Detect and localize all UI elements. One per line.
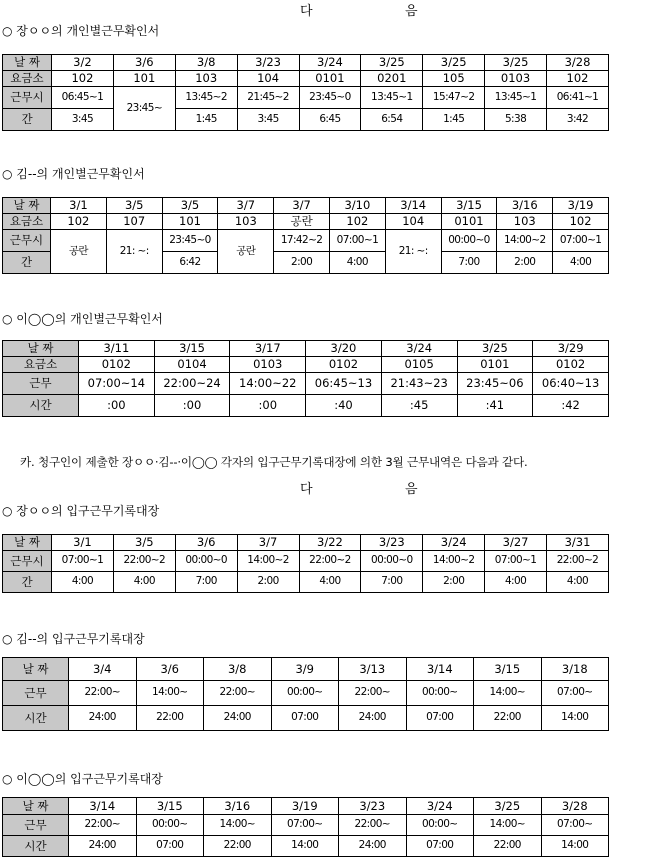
- date-cell: 3/25: [423, 55, 485, 71]
- date-cell: 3/23: [361, 535, 423, 551]
- booth-cell: 102: [547, 71, 609, 87]
- time-end-cell: 24:00: [69, 836, 137, 857]
- time-cell: 21: ~:: [385, 230, 441, 274]
- date-cell: 3/25: [361, 55, 423, 71]
- booth-cell: 103: [175, 71, 237, 87]
- label-time-2: 시간: [3, 836, 69, 857]
- time-end-cell: 24:00: [339, 836, 407, 857]
- date-cell: 3/16: [204, 798, 272, 815]
- time-start-cell: 22:00~24: [154, 373, 230, 395]
- label-date: 날 짜: [3, 341, 79, 357]
- time-end-cell: 7:00: [441, 252, 497, 274]
- time-start-cell: 22:00~2: [299, 551, 361, 572]
- time-start-cell: 22:00~2: [113, 551, 175, 572]
- date-cell: 3/27: [485, 535, 547, 551]
- time-start-cell: 22:00~: [69, 681, 137, 706]
- date-cell: 3/25: [474, 798, 542, 815]
- date-cell: 3/14: [406, 658, 474, 681]
- label-time-2: 간: [3, 572, 52, 593]
- booth-cell: 0201: [361, 71, 423, 87]
- booth-row: [3, 214, 609, 230]
- time-cell: 공란: [218, 230, 274, 274]
- section-title-lee-entry: ○ 이◯◯의 입구근무기록대장: [2, 772, 163, 786]
- booth-cell: 103: [497, 214, 553, 230]
- date-cell: 3/28: [541, 798, 609, 815]
- time-start-cell: 13:45~1: [485, 87, 547, 109]
- time-end-cell: 24:00: [69, 706, 137, 731]
- heading-left: 다: [300, 482, 313, 497]
- booth-cell: 0103: [230, 357, 306, 373]
- time-end-cell: 07:00: [136, 836, 204, 857]
- date-cell: 3/7: [218, 198, 274, 214]
- time-end-cell: 6:42: [162, 252, 218, 274]
- time-start-cell: 07:00~14: [79, 373, 155, 395]
- time-end-cell: 1:45: [175, 109, 237, 131]
- booth-cell: 0101: [441, 214, 497, 230]
- time-start-cell: 14:00~: [474, 815, 542, 836]
- time-row-bottom: [3, 836, 609, 857]
- time-start-cell: 14:00~: [136, 681, 204, 706]
- time-end-cell: 24:00: [204, 706, 272, 731]
- booth-cell: 104: [237, 71, 299, 87]
- time-start-cell: 22:00~: [204, 681, 272, 706]
- time-start-cell: 22:00~: [339, 815, 407, 836]
- time-row-top: [3, 681, 609, 706]
- date-cell: 3/4: [69, 658, 137, 681]
- date-cell: 3/17: [230, 341, 306, 357]
- label-booth: 요금소: [3, 357, 79, 373]
- time-end-cell: 22:00: [474, 706, 542, 731]
- label-time-1: 근무: [3, 681, 69, 706]
- time-end-cell: 4:00: [485, 572, 547, 593]
- time-end-cell: :40: [306, 395, 382, 417]
- label-booth: 요금소: [3, 71, 52, 87]
- date-cell: 3/2: [52, 55, 114, 71]
- label-time-1: 근무시: [3, 551, 52, 572]
- time-row-bottom: [3, 109, 609, 131]
- time-end-cell: :41: [457, 395, 533, 417]
- date-cell: 3/18: [541, 658, 609, 681]
- time-start-cell: 00:00~0: [441, 230, 497, 252]
- time-end-cell: 7:00: [361, 572, 423, 593]
- label-time-2: 간: [3, 252, 51, 274]
- date-cell: 3/15: [136, 798, 204, 815]
- booth-cell: 0101: [457, 357, 533, 373]
- date-cell: 3/28: [547, 55, 609, 71]
- heading-left: 다: [300, 4, 313, 19]
- date-cell: 3/29: [533, 341, 609, 357]
- time-end-cell: 2:00: [274, 252, 330, 274]
- label-date: 날 짜: [3, 198, 51, 214]
- date-row: [3, 198, 609, 214]
- time-end-cell: 22:00: [474, 836, 542, 857]
- time-start-cell: 22:00~2: [547, 551, 609, 572]
- date-cell: 3/10: [329, 198, 385, 214]
- date-cell: 3/8: [175, 55, 237, 71]
- date-cell: 3/24: [423, 535, 485, 551]
- time-start-cell: 06:45~1: [52, 87, 114, 109]
- date-cell: 3/9: [271, 658, 339, 681]
- time-start-cell: 14:00~2: [497, 230, 553, 252]
- time-end-cell: 4:00: [113, 572, 175, 593]
- date-cell: 3/5: [162, 198, 218, 214]
- time-start-cell: 15:47~2: [423, 87, 485, 109]
- date-cell: 3/19: [271, 798, 339, 815]
- time-start-cell: 00:00~: [406, 815, 474, 836]
- time-end-cell: 3:42: [547, 109, 609, 131]
- date-row: [3, 535, 609, 551]
- label-date: 날 짜: [3, 55, 52, 71]
- time-end-cell: 6:54: [361, 109, 423, 131]
- label-time-1: 근무: [3, 373, 79, 395]
- date-cell: 3/13: [339, 658, 407, 681]
- date-cell: 3/23: [339, 798, 407, 815]
- time-end-cell: 4:00: [547, 572, 609, 593]
- time-start-cell: 00:00~: [136, 815, 204, 836]
- time-start-cell: 06:45~13: [306, 373, 382, 395]
- time-end-cell: :00: [230, 395, 306, 417]
- time-end-cell: :00: [79, 395, 155, 417]
- date-cell: 3/7: [237, 535, 299, 551]
- booth-cell: 공란: [274, 214, 330, 230]
- booth-row: [3, 357, 609, 373]
- time-end-cell: 1:45: [423, 109, 485, 131]
- time-end-cell: :45: [381, 395, 457, 417]
- time-end-cell: 7:00: [175, 572, 237, 593]
- section-title-kim-personal: ○ 김--의 개인별근무확인서: [2, 167, 145, 181]
- date-row: [3, 55, 609, 71]
- date-cell: 3/15: [474, 658, 542, 681]
- time-end-cell: 07:00: [406, 706, 474, 731]
- booth-cell: 102: [553, 214, 609, 230]
- date-cell: 3/5: [106, 198, 162, 214]
- table-kim-entry: [2, 657, 609, 731]
- time-start-cell: 07:00~1: [52, 551, 114, 572]
- time-start-cell: 14:00~: [204, 815, 272, 836]
- time-end-cell: 4:00: [299, 572, 361, 593]
- time-start-cell: 22:00~: [339, 681, 407, 706]
- time-end-cell: 3:45: [52, 109, 114, 131]
- date-cell: 3/22: [299, 535, 361, 551]
- date-cell: 3/1: [52, 535, 114, 551]
- time-end-cell: 07:00: [271, 706, 339, 731]
- time-start-cell: 13:45~2: [175, 87, 237, 109]
- time-row-top: [3, 815, 609, 836]
- time-end-cell: 2:00: [423, 572, 485, 593]
- booth-cell: 107: [106, 214, 162, 230]
- booth-cell: 0101: [299, 71, 361, 87]
- booth-cell: 105: [423, 71, 485, 87]
- label-date: 날 짜: [3, 535, 52, 551]
- booth-cell: 0103: [485, 71, 547, 87]
- time-start-cell: 00:00~0: [175, 551, 237, 572]
- booth-row: [3, 71, 609, 87]
- time-start-cell: 07:00~1: [329, 230, 385, 252]
- time-start-cell: 14:00~22: [230, 373, 306, 395]
- time-start-cell: 00:00~: [406, 681, 474, 706]
- heading-right: 음: [405, 482, 418, 497]
- time-row-bottom: [3, 572, 609, 593]
- booth-cell: 102: [52, 71, 114, 87]
- time-end-cell: 4:00: [329, 252, 385, 274]
- table-kim-personal: [2, 197, 609, 274]
- time-end-cell: 4:00: [52, 572, 114, 593]
- time-start-cell: 14:00~2: [423, 551, 485, 572]
- date-cell: 3/31: [547, 535, 609, 551]
- booth-cell: 104: [385, 214, 441, 230]
- time-row-top: [3, 551, 609, 572]
- booth-cell: 0102: [306, 357, 382, 373]
- date-cell: 3/23: [237, 55, 299, 71]
- time-start-cell: 00:00~: [271, 681, 339, 706]
- label-booth: 요금소: [3, 214, 51, 230]
- time-end-cell: 3:45: [237, 109, 299, 131]
- date-row: [3, 798, 609, 815]
- time-end-cell: 22:00: [204, 836, 272, 857]
- time-start-cell: 23:45~0: [299, 87, 361, 109]
- booth-cell: 0105: [381, 357, 457, 373]
- section-title-jang-personal: ○ 장ㅇㅇ의 개인별근무확인서: [2, 24, 160, 38]
- booth-cell: 0102: [79, 357, 155, 373]
- label-time-2: 시간: [3, 395, 79, 417]
- date-cell: 3/11: [79, 341, 155, 357]
- time-start-cell: 07:00~: [541, 815, 609, 836]
- time-start-cell: 07:00~: [541, 681, 609, 706]
- time-start-cell: 06:40~13: [533, 373, 609, 395]
- heading-right: 음: [405, 4, 418, 19]
- booth-cell: 0104: [154, 357, 230, 373]
- time-start-cell: 14:00~2: [237, 551, 299, 572]
- time-cell: 공란: [51, 230, 107, 274]
- date-cell: 3/15: [441, 198, 497, 214]
- booth-cell: 0102: [533, 357, 609, 373]
- date-cell: 3/24: [381, 341, 457, 357]
- table-jang-entry: [2, 534, 609, 593]
- date-cell: 3/24: [299, 55, 361, 71]
- time-start-cell: 21:45~2: [237, 87, 299, 109]
- date-cell: 3/6: [175, 535, 237, 551]
- time-start-cell: 22:00~: [69, 815, 137, 836]
- date-cell: 3/24: [406, 798, 474, 815]
- time-row-bottom: [3, 706, 609, 731]
- booth-cell: 101: [113, 71, 175, 87]
- time-start-cell: 13:45~1: [361, 87, 423, 109]
- date-cell: 3/19: [553, 198, 609, 214]
- time-end-cell: 2:00: [497, 252, 553, 274]
- label-time-2: 시간: [3, 706, 69, 731]
- time-end-cell: 6:45: [299, 109, 361, 131]
- booth-cell: 102: [329, 214, 385, 230]
- section-title-lee-personal: ○ 이◯◯의 개인별근무확인서: [2, 312, 163, 326]
- date-cell: 3/16: [497, 198, 553, 214]
- date-row: [3, 341, 609, 357]
- time-row-top: [3, 230, 609, 252]
- time-start-cell: 21:43~23: [381, 373, 457, 395]
- time-cell: 23:45~: [113, 87, 175, 131]
- time-start-cell: 07:00~1: [553, 230, 609, 252]
- time-cell: 21: ~:: [106, 230, 162, 274]
- time-end-cell: 24:00: [339, 706, 407, 731]
- time-start-cell: 23:45~0: [162, 230, 218, 252]
- label-time-1: 근무시: [3, 230, 51, 252]
- table-lee-personal: [2, 340, 609, 417]
- date-cell: 3/6: [136, 658, 204, 681]
- date-cell: 3/25: [485, 55, 547, 71]
- label-time-1: 근무: [3, 815, 69, 836]
- booth-cell: 102: [51, 214, 107, 230]
- label-date: 날 짜: [3, 798, 69, 815]
- time-row-bottom: [3, 395, 609, 417]
- date-cell: 3/8: [204, 658, 272, 681]
- time-start-cell: 06:41~1: [547, 87, 609, 109]
- time-end-cell: 14:00: [271, 836, 339, 857]
- time-start-cell: 07:00~1: [485, 551, 547, 572]
- section-title-jang-entry: ○ 장ㅇㅇ의 입구근무기록대장: [2, 504, 160, 518]
- date-cell: 3/6: [113, 55, 175, 71]
- section-title-kim-entry: ○ 김--의 입구근무기록대장: [2, 632, 145, 646]
- time-end-cell: 07:00: [406, 836, 474, 857]
- time-row-top: [3, 373, 609, 395]
- table-lee-entry: [2, 797, 609, 857]
- time-end-cell: 14:00: [541, 836, 609, 857]
- time-start-cell: 14:00~: [474, 681, 542, 706]
- time-end-cell: :00: [154, 395, 230, 417]
- time-end-cell: 5:38: [485, 109, 547, 131]
- date-cell: 3/5: [113, 535, 175, 551]
- booth-cell: 103: [218, 214, 274, 230]
- date-cell: 3/1: [51, 198, 107, 214]
- time-start-cell: 00:00~0: [361, 551, 423, 572]
- label-date: 날 짜: [3, 658, 69, 681]
- date-cell: 3/15: [154, 341, 230, 357]
- time-row-top: [3, 87, 609, 109]
- time-end-cell: 4:00: [553, 252, 609, 274]
- label-time-1: 근무시: [3, 87, 52, 109]
- label-time-2: 간: [3, 109, 52, 131]
- time-start-cell: 07:00~: [271, 815, 339, 836]
- date-cell: 3/25: [457, 341, 533, 357]
- date-cell: 3/20: [306, 341, 382, 357]
- date-cell: 3/7: [274, 198, 330, 214]
- paragraph-ka: 카. 청구인이 제출한 장ㅇㅇ·김--·이◯◯ 각자의 입구근무기록대장에 의한 3월 근무내역은 다음과 같다.: [20, 455, 528, 469]
- time-start-cell: 17:42~2: [274, 230, 330, 252]
- time-start-cell: 23:45~06: [457, 373, 533, 395]
- booth-cell: 101: [162, 214, 218, 230]
- date-cell: 3/14: [69, 798, 137, 815]
- time-end-cell: 22:00: [136, 706, 204, 731]
- time-end-cell: 14:00: [541, 706, 609, 731]
- time-end-cell: :42: [533, 395, 609, 417]
- time-end-cell: 2:00: [237, 572, 299, 593]
- date-row: [3, 658, 609, 681]
- date-cell: 3/14: [385, 198, 441, 214]
- table-jang-personal: [2, 54, 609, 131]
